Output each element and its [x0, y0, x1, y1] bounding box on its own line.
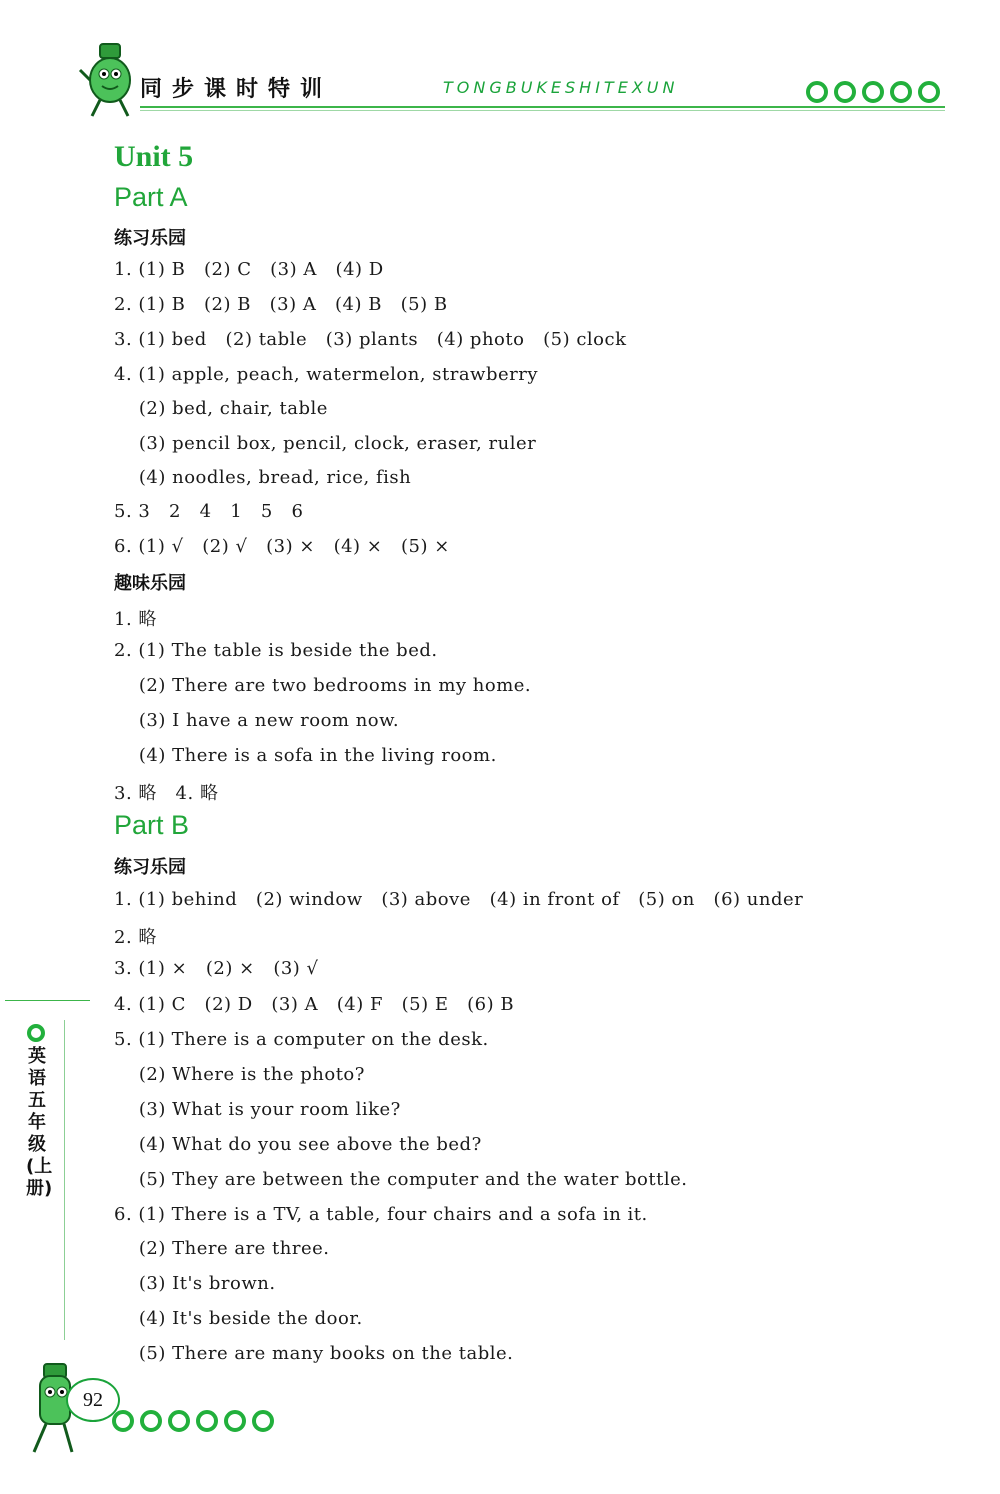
part-b-section-practice: 练习乐园	[114, 857, 186, 878]
header-subtitle: TONGBUKESHITEXUN	[443, 78, 679, 97]
answer-line: 1. 略	[114, 609, 157, 630]
header-divider	[140, 106, 945, 108]
answer-line: 2. 略	[114, 927, 157, 948]
answer-line: (3) pencil box, pencil, clock, eraser, ruler	[114, 433, 537, 454]
answer-line: (3) What is your room like?	[114, 1099, 401, 1120]
answer-line: (2) Where is the photo?	[114, 1064, 365, 1085]
circle-icon	[168, 1410, 190, 1432]
circle-icon	[27, 1024, 45, 1042]
answer-line: 5. (1) There is a computer on the desk.	[114, 1029, 489, 1050]
circle-icon	[252, 1410, 274, 1432]
circle-icon	[890, 81, 912, 103]
answer-line: 6. (1) √ (2) √ (3) × (4) × (5) ×	[114, 536, 450, 557]
circle-icon	[862, 81, 884, 103]
unit-title: Unit 5	[114, 140, 194, 173]
circle-icon	[224, 1410, 246, 1432]
part-a-section-fun: 趣味乐园	[114, 573, 186, 594]
answer-line: 2. (1) B (2) B (3) A (4) B (5) B	[114, 294, 448, 315]
answer-line: (4) There is a sofa in the living room.	[114, 745, 497, 766]
circle-icon	[918, 81, 940, 103]
page-number: 92	[66, 1378, 120, 1422]
circle-icon	[112, 1410, 134, 1432]
part-a-title: Part A	[114, 182, 188, 212]
margin-vertical-line	[64, 1020, 65, 1340]
answer-line: (5) They are between the computer and the water bottle.	[114, 1169, 688, 1190]
circle-icon	[806, 81, 828, 103]
answer-line: 1. (1) B (2) C (3) A (4) D	[114, 259, 384, 280]
footer-dots	[112, 1410, 274, 1432]
answer-line: 3. (1) bed (2) table (3) plants (4) photo (5) clock	[114, 329, 627, 350]
part-a-section-practice: 练习乐园	[114, 228, 186, 249]
answer-line: (4) What do you see above the bed?	[114, 1134, 482, 1155]
answer-line: 3. 略 4. 略	[114, 783, 219, 804]
answer-line: 2. (1) The table is beside the bed.	[114, 640, 438, 661]
margin-divider	[5, 1000, 90, 1001]
header-divider-thin	[140, 110, 945, 111]
header-dots	[806, 81, 940, 103]
part-b-title: Part B	[114, 810, 190, 840]
answer-line: (4) It's beside the door.	[114, 1308, 363, 1329]
answer-line: (4) noodles, bread, rice, fish	[114, 467, 412, 488]
answer-line: (3) I have a new room now.	[114, 710, 400, 731]
answer-line: (2) There are three.	[114, 1238, 330, 1259]
subject-grade-label: 英语 五年级(上册)	[26, 1046, 53, 1199]
mascot-top-icon	[78, 40, 142, 120]
answer-line: 1. (1) behind (2) window (3) above (4) in front of (5) on (6) under	[114, 889, 804, 910]
answer-line: (2) bed, chair, table	[114, 398, 328, 419]
answer-line: 4. (1) C (2) D (3) A (4) F (5) E (6) B	[114, 994, 515, 1015]
header-title: 同步课时特训	[140, 77, 333, 102]
answer-line: 4. (1) apple, peach, watermelon, strawberry	[114, 364, 539, 385]
answer-line: 6. (1) There is a TV, a table, four chairs and a sofa in it.	[114, 1204, 648, 1225]
circle-icon	[196, 1410, 218, 1432]
circle-icon	[834, 81, 856, 103]
circle-icon	[140, 1410, 162, 1432]
answer-line: 5. 3 2 4 1 5 6	[114, 501, 304, 522]
answer-line: (3) It's brown.	[114, 1273, 276, 1294]
answer-line: (5) There are many books on the table.	[114, 1343, 514, 1364]
answer-line: (2) There are two bedrooms in my home.	[114, 675, 532, 696]
answer-line: 3. (1) × (2) × (3) √	[114, 958, 319, 979]
